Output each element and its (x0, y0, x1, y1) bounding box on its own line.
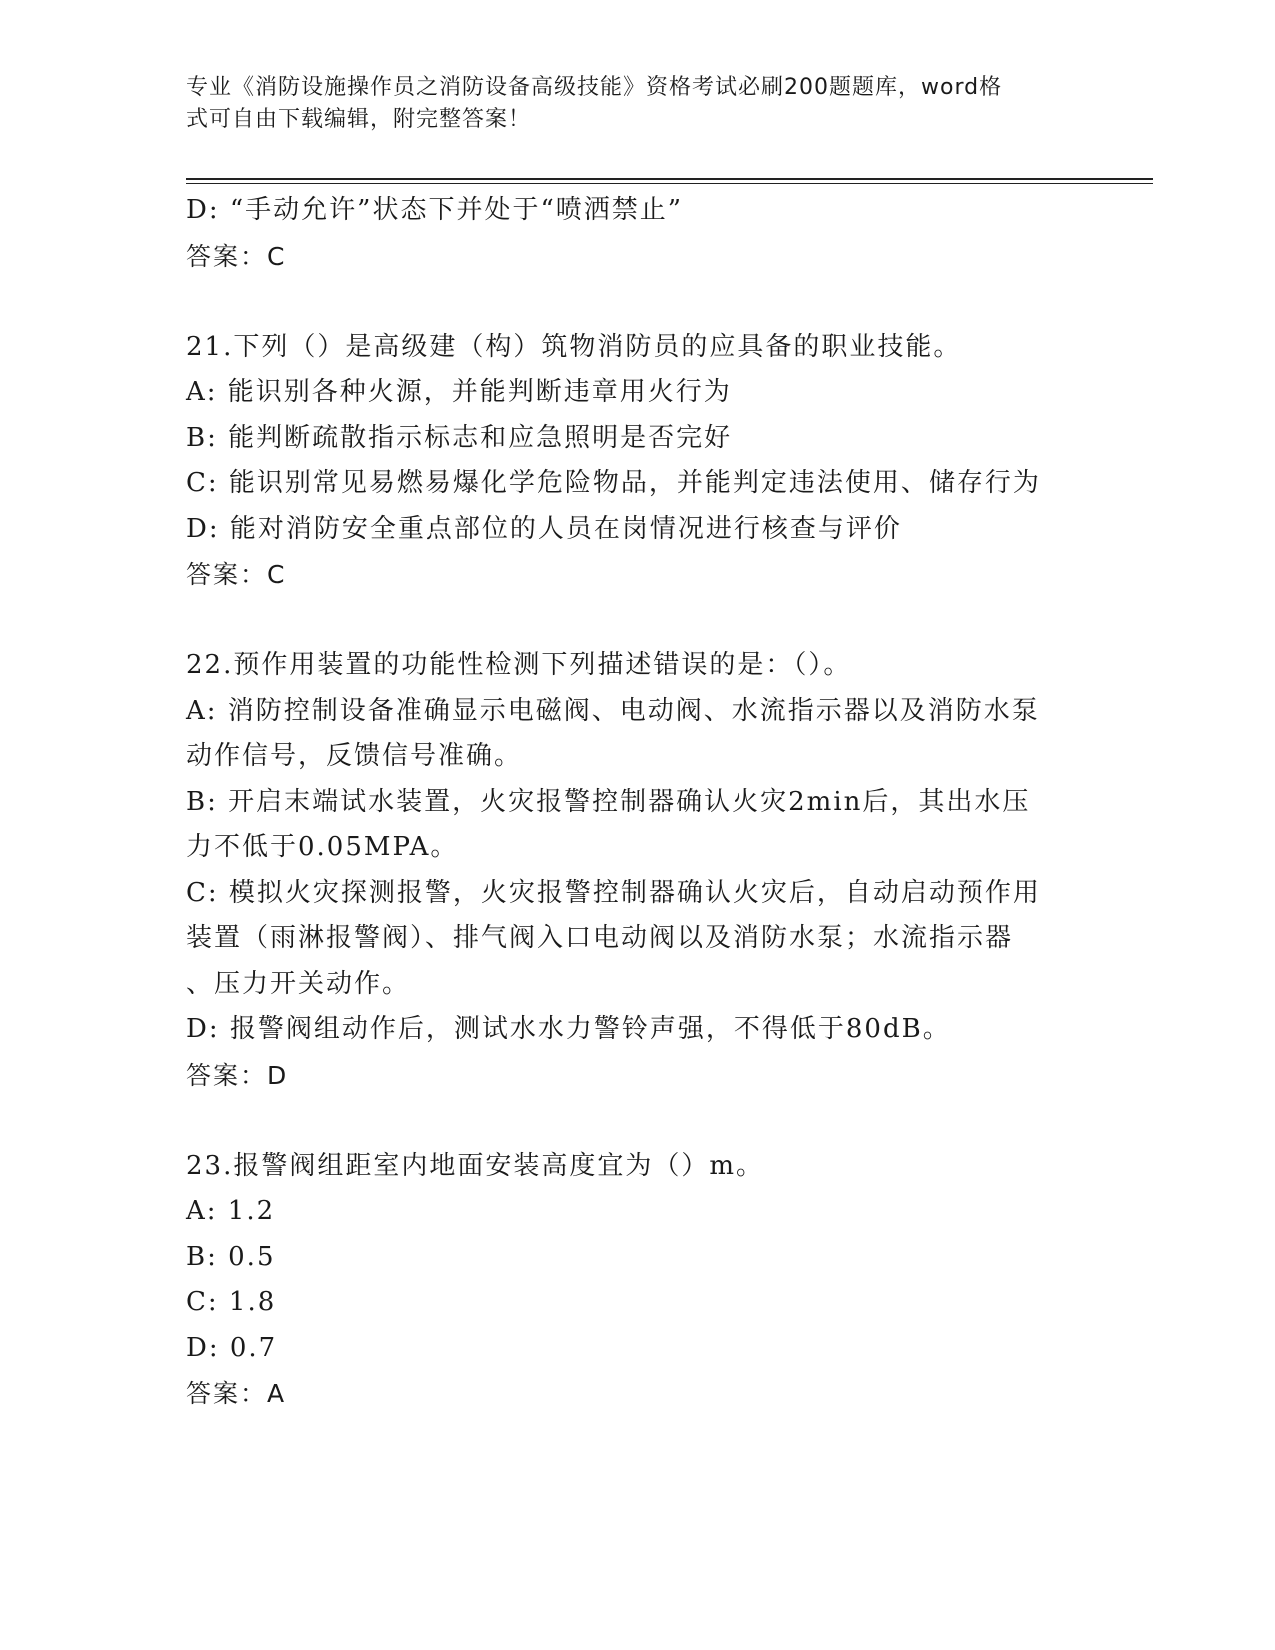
question-23-option-c: C: 1.8 (186, 1287, 277, 1317)
question-22-option-d: D: 报警阀组动作后，测试水水力警铃声强，不得低于80dB。 (186, 1014, 951, 1044)
question-22-option-c-line-2: 装置（雨淋报警阀）、排气阀入口电动阀以及消防水泵；水流指示器 (186, 923, 1014, 953)
question-22-option-b-line-1: B: 开启末端试水装置，火灾报警控制器确认火灾2min后，其出水压 (186, 786, 1031, 817)
question-22-option-c-line-1: C: 模拟火灾探测报警，火灾报警控制器确认火灾后，自动启动预作用 (186, 877, 1041, 908)
spacer (186, 1098, 1086, 1144)
question-21-option-b: B: 能判断疏散指示标志和应急照明是否完好 (186, 422, 733, 453)
question-22-answer: 答案：D (186, 1060, 289, 1090)
question-21-option-a: A: 能识别各种火源，并能判断违章用火行为 (186, 377, 732, 407)
question-23-answer: 答案：A (186, 1379, 287, 1408)
question-21-stem: 21.下列（）是高级建（构）筑物消防员的应具备的职业技能。 (186, 331, 962, 362)
question-22-option-a-line-2: 动作信号，反馈信号准确。 (186, 741, 523, 771)
header-rule-thin (186, 183, 1153, 184)
document-header (186, 72, 1066, 136)
question-21-option-c: C: 能识别常见易燃易爆化学危险物品，并能判定违法使用、储存行为 (186, 468, 1041, 498)
question-22-option-b-line-2: 力不低于0.05MPA。 (186, 832, 459, 862)
header-line-1: 专业《消防设施操作员之消防设备高级技能》资格考试必刷200题题库，word格 (186, 75, 1003, 100)
question-23-option-d: D: 0.7 (186, 1332, 278, 1363)
question-22-option-c-line-3: 、压力开关动作。 (186, 968, 411, 999)
spacer (186, 598, 1086, 644)
question-21-option-d: D: 能对消防安全重点部位的人员在岗情况进行核查与评价 (186, 513, 902, 544)
prev-option-d: D: “手动允许”状态下并处于“喷洒禁止” (186, 195, 684, 225)
spacer (186, 279, 1086, 325)
question-22-option-a-line-1: A: 消防控制设备准确显示电磁阀、电动阀、水流指示器以及消防水泵 (186, 695, 1040, 726)
question-23-option-a: A: 1.2 (186, 1196, 276, 1226)
header-line-2: 式可自由下载编辑，附完整答案！ (186, 107, 532, 132)
question-23-stem: 23.报警阀组距室内地面安装高度宜为（）m。 (186, 1150, 765, 1181)
question-content (186, 188, 1086, 1417)
question-22-stem: 22.预作用装置的功能性检测下列描述错误的是：（）。 (186, 650, 852, 680)
question-21-answer: 答案：C (186, 560, 287, 589)
question-23-option-b: B: 0.5 (186, 1241, 276, 1272)
prev-answer: 答案：C (186, 241, 287, 271)
header-rule-thick (186, 178, 1153, 180)
